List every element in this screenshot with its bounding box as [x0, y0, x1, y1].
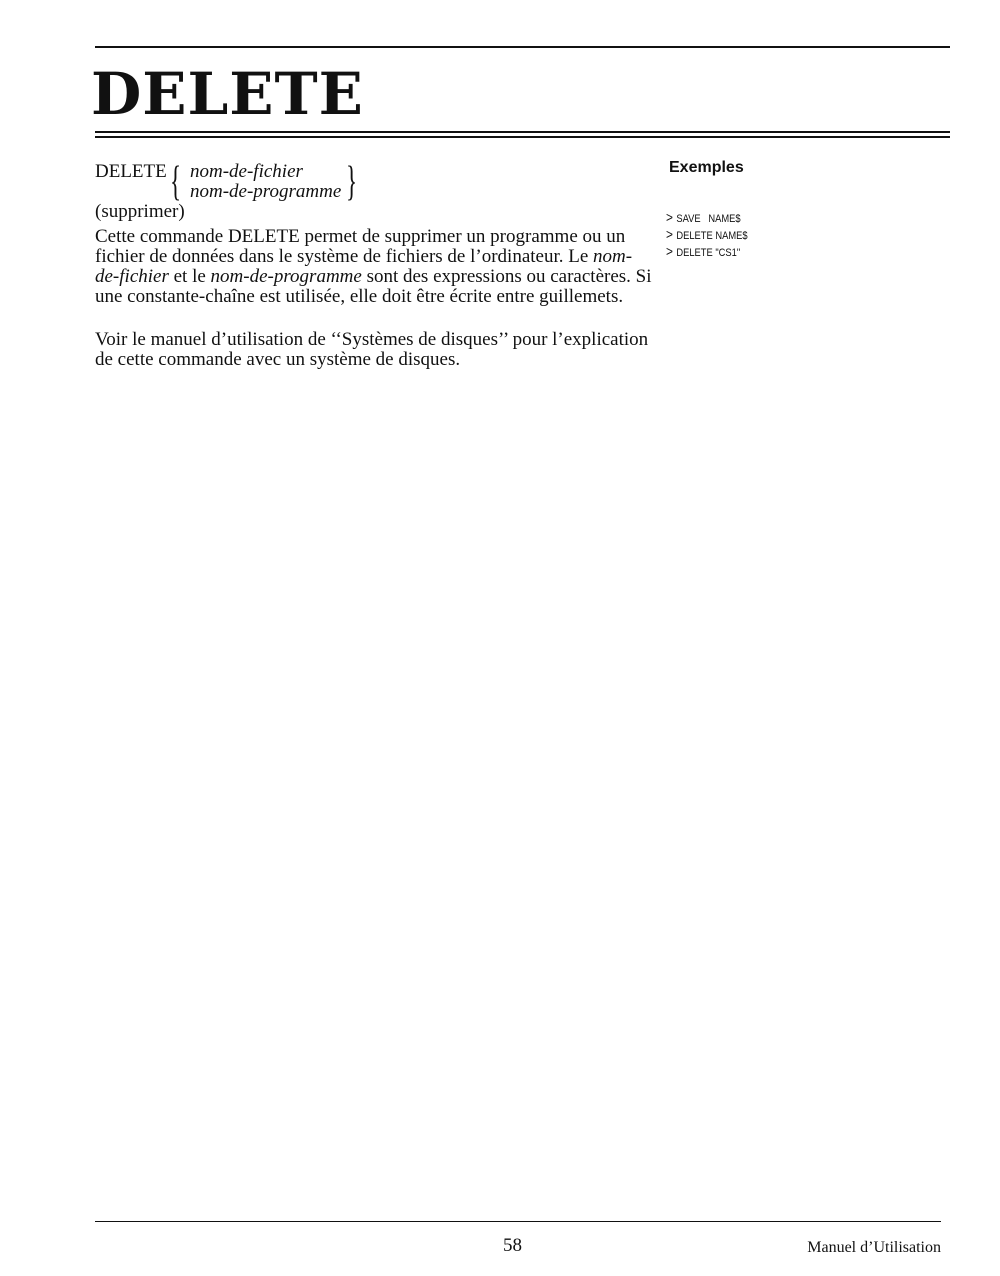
example-code: SAVE NAME$ — [676, 213, 741, 225]
title-rule-upper — [95, 131, 950, 133]
paragraph-text: et le — [168, 266, 211, 287]
manual-title: Manuel d’Utilisation — [807, 1239, 941, 1256]
example-line — [666, 227, 748, 244]
example-line — [666, 210, 748, 227]
description-paragraph — [95, 227, 655, 307]
syntax-alternative: nom-de-programme — [190, 181, 342, 202]
prompt-symbol: > — [666, 209, 673, 225]
page-number: 58 — [503, 1235, 522, 1256]
param-name: nom-de-fichier — [95, 246, 633, 287]
prompt-symbol: > — [666, 243, 673, 259]
right-brace: } — [346, 159, 358, 205]
syntax-gloss: (supprimer) — [95, 201, 185, 222]
title-rule-lower — [95, 136, 950, 138]
examples-list — [666, 210, 762, 261]
example-code: DELETE "CS1" — [676, 247, 741, 259]
prompt-symbol: > — [666, 226, 673, 242]
param-name: nom-de-programme — [210, 266, 362, 287]
left-brace: { — [170, 159, 182, 205]
page-title: DELETE — [91, 60, 364, 128]
syntax-command: DELETE — [95, 161, 167, 182]
paragraph-text: sont des expressions ou caractères. Si une constante-chaîne est utilisée, elle doit être écrite entre guillemets. — [95, 266, 652, 307]
examples-heading: Exemples — [669, 159, 744, 176]
example-line — [666, 244, 748, 261]
syntax-block — [95, 159, 615, 222]
paragraph-text: Cette commande DELETE permet de supprimer un programme ou un fichier de données dans le système de fichiers de l’ordinateur. Le — [95, 226, 626, 267]
syntax-alternative: nom-de-fichier — [190, 161, 303, 182]
example-code: DELETE NAME$ — [676, 230, 748, 242]
footer-rule — [95, 1221, 941, 1222]
reference-paragraph: Voir le manuel d’utilisation de ‘‘Systèmes de disques’’ pour l’explication de cette commande avec un système de disques. — [95, 329, 649, 370]
top-rule — [95, 46, 950, 48]
